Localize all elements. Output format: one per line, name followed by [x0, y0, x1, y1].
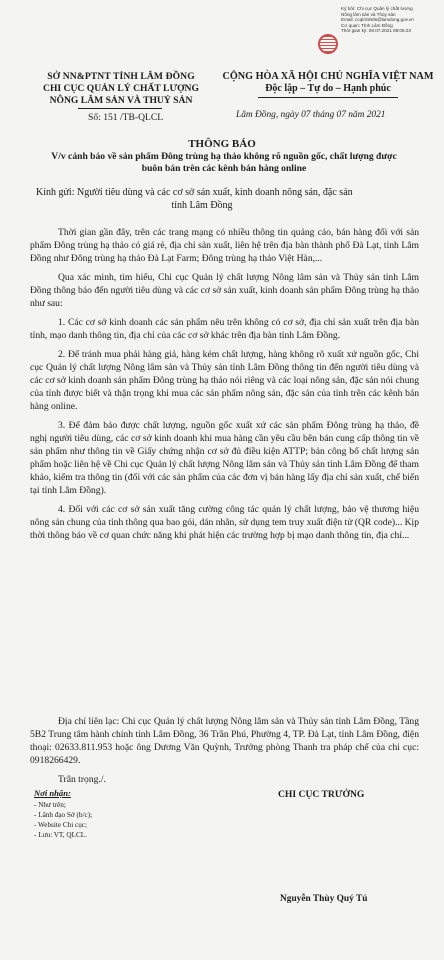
addressee [36, 186, 408, 212]
national-motto: Độc lập – Tự do – Hạnh phúc [265, 83, 391, 94]
recipients-title: Nơi nhận: [34, 788, 71, 798]
digital-seal-icon [318, 34, 338, 54]
addressee-line2: tỉnh Lâm Đồng [171, 200, 233, 211]
body-item-4: 4. Đối với các cơ sở sản xuất tăng cường công tác quản lý chất lượng, bảo vệ thương hiệu nông sản chung của tỉnh thông qua bao gói, dán nhãn, sử dụng tem truy xuất điện tử (QR code)... Kịp thời thông báo về cơ quan chức năng khi phát hiện các trường hợp bị mạo danh thông tin, địa chỉ... [30, 504, 420, 541]
document-number: Số: 151 /TB-QLCL [88, 112, 164, 123]
signature-line: Ký bởi: Chi cục Quản lý chất lượng [341, 6, 413, 11]
agency-underline [78, 108, 162, 109]
digital-signature-text [341, 6, 414, 54]
contact-section [30, 715, 419, 792]
motto-underline [258, 97, 398, 98]
closing-text: Trân trọng./. [58, 774, 106, 785]
recipients-list [34, 800, 92, 840]
document-body [30, 226, 419, 548]
digital-signature-block [318, 6, 442, 54]
body-paragraph: Thời gian gần đây, trên các trang mạng có nhiều thông tin quảng cáo, bán hàng đối với sản phẩm Đông trùng hạ thảo có giá rẻ, địa chỉ sản xuất, liên hệ trên địa bàn thành phố Đà Lạt, tỉnh Lâm Đồng như Đông trùng hạ thảo Đà Lạt Farm; Đông trùng hạ thảo Việt Hàn,... [30, 227, 419, 264]
national-header [212, 71, 444, 95]
agency-name-line1: CHI CỤC QUẢN LÝ CHẤT LƯỢNG [43, 83, 199, 94]
issuing-agency [36, 71, 206, 107]
document-title: THÔNG BÁO [188, 138, 256, 150]
signature-line: Thời gian ký: 08.07.2021 08:05:23 [341, 28, 411, 34]
nation-name: CỘNG HÒA XÃ HỘI CHỦ NGHĨA VIỆT NAM [222, 71, 434, 82]
body-item-2: 2. Để tránh mua phải hàng giả, hàng kém chất lượng, hàng không rõ xuất xứ nguồn gốc, Chi cục Quản lý chất lượng Nông lâm sản và Thủy sản tỉnh Lâm Đồng thông tin đến người tiêu dùng và các cơ sở kinh doanh sản phẩm Đông trùng hạ thảo nói riêng và các loại nông sản, đặc sản nói chung của tỉnh được biết và thận trọng khi mua các sản phẩm nông sản, đặc sản của tỉnh trên các kênh bán hàng online. [30, 349, 419, 412]
recipient-item: - Lãnh đạo Sở (b/c); [34, 811, 93, 819]
signature-line: Nông lâm sản và Thủy sản [341, 11, 396, 17]
contact-paragraph: Địa chỉ liên lạc: Chi cục Quản lý chất lượng Nông lâm sản và Thủy sản tỉnh Lâm Đồng, Tầng 5B2 Trung tâm hành chính tỉnh Lâm Đồng, 36 Trần Phú, Phường 4, TP. Đà Lạt, tỉnh Lâm Đồng, điện thoại: 02633.811.953 hoặc ông Dương Văn Quỳnh, Trưởng phòng Thanh tra pháp chế của chi cục: 0918266429. [30, 716, 419, 766]
signatory-title: CHI CỤC TRƯỞNG [278, 789, 365, 800]
agency-name-line2: NÔNG LÂM SẢN VÀ THUỶ SẢN [49, 95, 193, 106]
body-item-1: 1. Các cơ sở kinh doanh các sản phẩm nêu trên không có cơ sở, địa chỉ sản xuất trên địa bàn tỉnh, mạo danh thông tin, địa chỉ của các cơ sở khác trên địa bàn tỉnh Lâm Đồng. [30, 317, 419, 341]
body-item-3: 3. Để đảm bảo được chất lượng, nguồn gốc xuất xứ các sản phẩm Đông trùng hạ thảo, đề nghị người tiêu dùng, các cơ sở kinh doanh khi mua hàng cần yêu cầu bên bán cung cấp thông tin về sản phẩm như thông tin về Giấy chứng nhận cơ sở đủ điều kiện ATTP; bản công bố chất lượng sản phẩm hoặc liên hệ về Chi cục Quản lý chất lượng Nông lâm sản và Thủy sản tỉnh Lâm Đồng để tham khảo, kiểm tra thông tin (đối với các sản phẩm của các đơn vị bán hàng lấy địa chỉ sản xuất, chế biến tại tỉnh Lâm Đồng). [30, 420, 419, 496]
recipient-item: - Website Chi cục; [34, 821, 87, 829]
recipient-item: - Lưu: VT, QLCL. [34, 831, 87, 839]
addressee-line1: Kính gửi: Người tiêu dùng và các cơ sở sản xuất, kinh doanh nông sản, đặc sản [36, 187, 353, 198]
body-paragraph: Qua xác minh, tìm hiểu, Chi cục Quản lý chất lượng Nông lâm sản và Thủy sản tỉnh Lâm Đồng thông báo đến người tiêu dùng và các cơ sở sản xuất, kinh doanh sản phẩm Đông trùng hạ thảo như sau: [30, 272, 419, 309]
document-subject: V/v cảnh báo về sản phẩm Đông trùng hạ thảo không rõ nguồn gốc, chất lượng được buôn bán trên các kênh bán hàng online [51, 151, 397, 174]
document-date: Lâm Đồng, ngày 07 tháng 07 năm 2021 [236, 110, 386, 120]
signatory-name: Nguyễn Thùy Quý Tú [280, 894, 368, 904]
signature-line: Cơ quan: Tỉnh Lâm Đồng [341, 22, 393, 28]
recipient-item: - Như trên; [34, 801, 66, 809]
signature-line: Email: ccqlclnlstls@lamdong.gov.vn [341, 17, 414, 23]
agency-parent: SỞ NN&PTNT TỈNH LÂM ĐỒNG [47, 71, 195, 82]
